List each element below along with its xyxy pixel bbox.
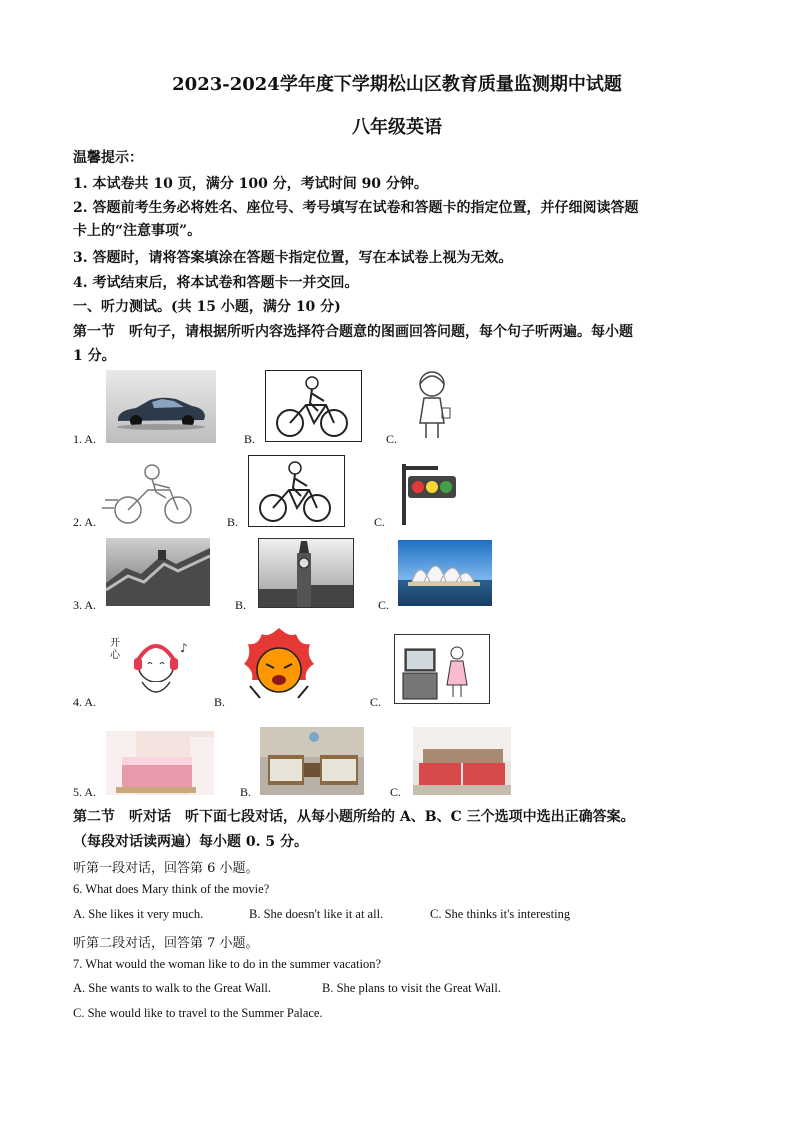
car-icon (106, 370, 216, 443)
angry-fire-face-image (240, 626, 318, 706)
clock-tower-icon (259, 539, 353, 607)
q4-option-c-label: C. (370, 695, 382, 709)
page-title: 2023-2024学年度下学期松山区教育质量监测期中试题 (172, 74, 622, 95)
q7-question: 7. What would the woman like to do in the summer vacation? (73, 957, 382, 971)
q6-question: 6. What does Mary think of the movie? (73, 882, 270, 896)
big-ben-image (258, 538, 354, 608)
part-2-line-1: 第二节 听对话 听下面七段对话，从每小题所给的 A、B、C 三个选项中选出正确答案。 (73, 809, 635, 825)
q6-option-c: C. She thinks it's interesting (430, 907, 571, 921)
page-subtitle: 八年级英语 (352, 117, 442, 138)
traffic-light-image (400, 462, 460, 527)
television-icon (395, 635, 489, 703)
q4-option-a-label: 4. A. (73, 695, 97, 709)
tv-girl-image (394, 634, 490, 704)
bicycle-icon (266, 371, 361, 441)
svg-text:♪: ♪ (180, 641, 188, 655)
section-1-heading: 一、听力测试。(共 15 小题，满分 10 分) (73, 299, 341, 315)
q5-option-c-label: C. (390, 785, 402, 799)
notice-line-2a: 2. 答题前考生务必将姓名、座位号、考号填写在试卷和答题卡的指定位置，并仔细阅读答题 (73, 200, 639, 216)
pink-bed-image (106, 731, 214, 795)
angry-face-icon (240, 626, 318, 706)
red-beds-image (413, 727, 511, 795)
walking-girl-image (402, 368, 462, 443)
q7-option-b: B. She plans to visit the Great Wall. (322, 981, 501, 995)
q2-option-a-label: 2. A. (73, 515, 97, 529)
q7-intro: 听第二段对话，回答第 7 小题。 (73, 936, 259, 951)
notice-line-1: 1. 本试卷共 10 页，满分 100 分，考试时间 90 分钟。 (73, 176, 428, 192)
q1-option-c-label: C. (386, 432, 398, 446)
q5-option-a-label: 5. A. (73, 785, 97, 799)
motorbike-icon (100, 460, 210, 530)
opera-house-icon (398, 540, 492, 606)
single-bed-icon (106, 731, 214, 795)
q6-option-a: A. She likes it very much. (73, 907, 204, 921)
q3-option-b-label: B. (235, 598, 247, 612)
notice-heading: 温馨提示： (73, 150, 143, 166)
motorbike-sketch-image (100, 460, 210, 530)
q6-option-b: B. She doesn't like it at all. (249, 907, 384, 921)
q6-intro: 听第一段对话，回答第 6 小题。 (73, 861, 259, 876)
bicycle-icon (249, 456, 344, 526)
q5-option-b-label: B. (240, 785, 252, 799)
section-1-part-1-line-b: 1 分。 (73, 348, 116, 364)
cat-with-headphones-icon (108, 632, 198, 710)
q3-option-a-label: 3. A. (73, 598, 97, 612)
twin-beds-icon (260, 727, 364, 795)
sydney-opera-house-image (398, 540, 492, 606)
q1-option-b-label: B. (244, 432, 256, 446)
part-2-line-2: （每段对话读两遍）每小题 0. 5 分。 (73, 834, 308, 850)
great-wall-image (106, 538, 210, 606)
q2-option-c-label: C. (374, 515, 386, 529)
notice-line-4: 4. 考试结束后，将本试卷和答题卡一并交回。 (73, 275, 359, 291)
q7-option-a: A. She wants to walk to the Great Wall. (73, 981, 272, 995)
cyclist-image (265, 370, 362, 442)
q4-option-b-label: B. (214, 695, 226, 709)
q7-option-c: C. She would like to travel to the Summer Palace. (73, 1006, 323, 1020)
q2-option-b-label: B. (227, 515, 239, 529)
double-bed-icon (413, 727, 511, 795)
cyclist-image-2 (248, 455, 345, 527)
twin-beds-image (260, 727, 364, 795)
notice-line-2b: 卡上的“注意事项”。 (73, 223, 202, 239)
happy-cat-image (108, 632, 198, 710)
section-1-part-1-line-a: 第一节 听句子，请根据所听内容选择符合题意的图画回答问题，每个句子听两遍。每小题 (73, 324, 633, 340)
great-wall-icon (106, 538, 210, 606)
q3-option-c-label: C. (378, 598, 390, 612)
q1-option-a-label: 1. A. (73, 432, 97, 446)
happy-text: 开 心 (110, 638, 120, 661)
traffic-light-icon (400, 462, 460, 527)
notice-line-3: 3. 答题时，请将答案填涂在答题卡指定位置，写在本试卷上视为无效。 (73, 250, 513, 266)
car-image (106, 370, 216, 443)
girl-icon (402, 368, 462, 443)
